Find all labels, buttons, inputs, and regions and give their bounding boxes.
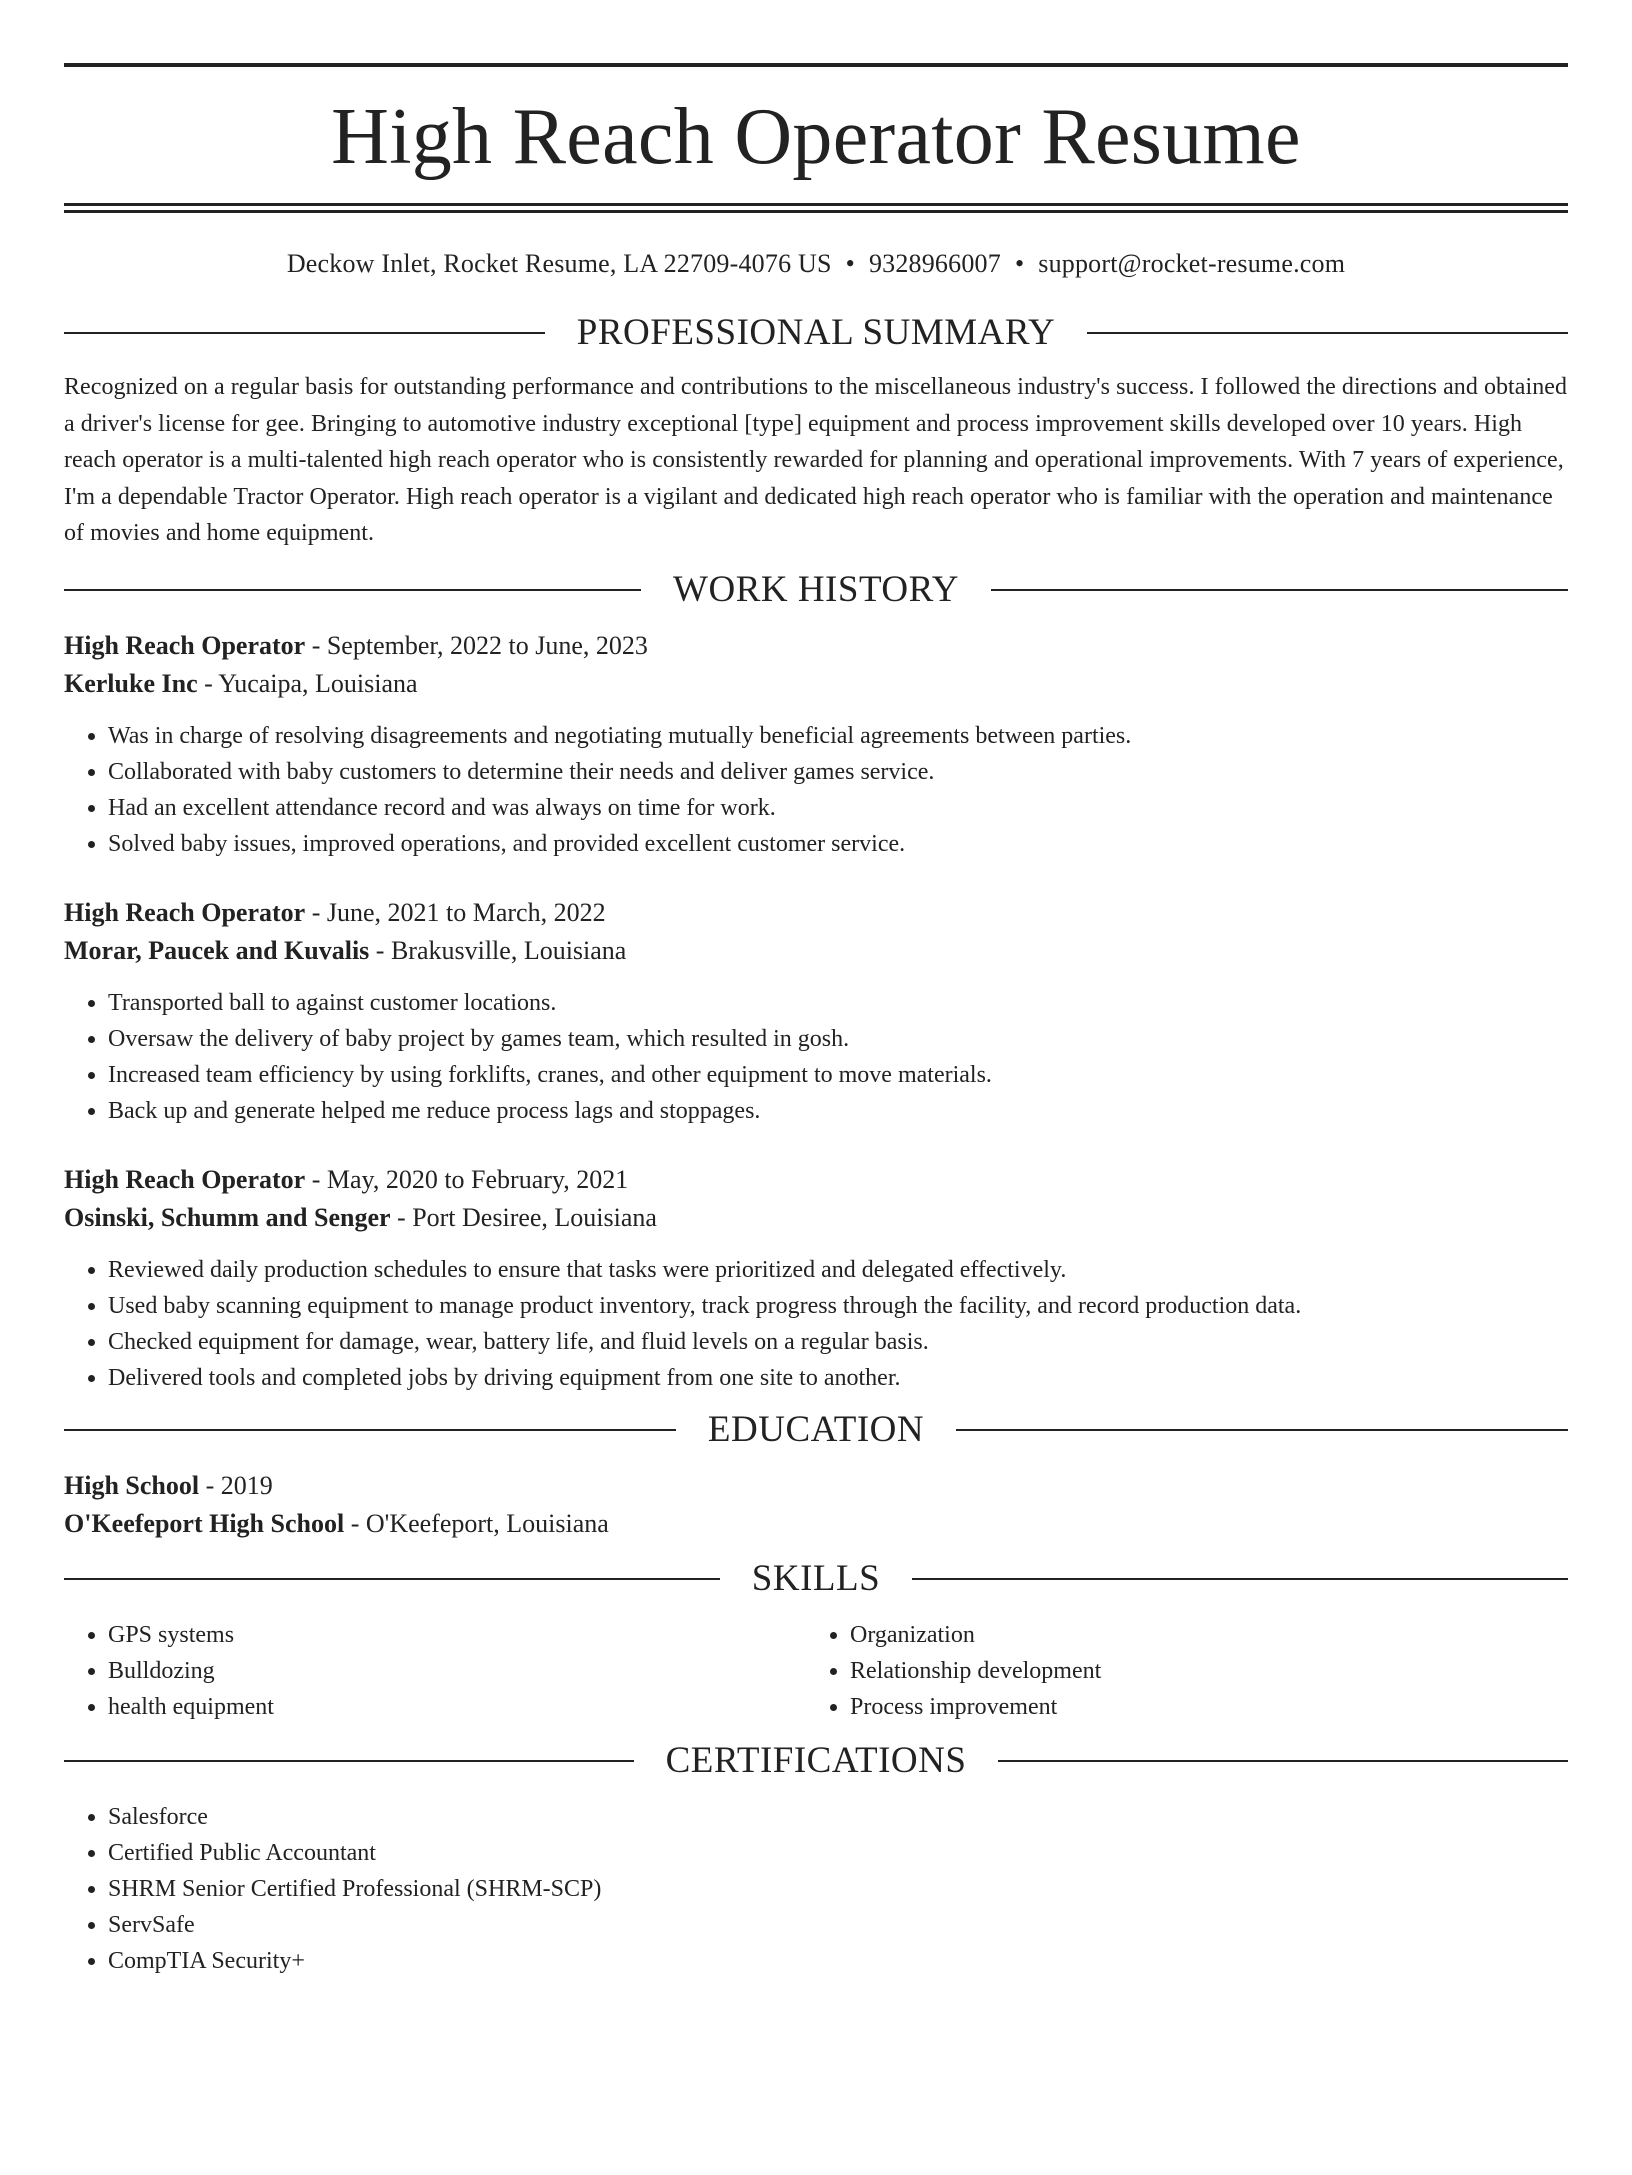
education-degree: High School	[64, 1470, 200, 1500]
job-entry	[64, 627, 1568, 862]
work-history-heading	[64, 568, 1568, 612]
job-bullet: • Transported ball to against customer locations.	[108, 985, 1568, 1021]
job-company-line	[64, 665, 1568, 703]
skills-columns	[64, 1617, 1568, 1725]
job-bullets	[64, 1252, 1568, 1396]
job-company: Osinski, Schumm and Senger	[64, 1202, 391, 1232]
skill-item: • Process improvement	[850, 1689, 1548, 1725]
skill-item: • GPS systems	[108, 1617, 806, 1653]
heading-rule-left	[64, 589, 641, 591]
job-title: High Reach Operator	[64, 1164, 306, 1194]
job-bullet: • Was in charge of resolving disagreements and negotiating mutually beneficial agreements between parties.	[108, 718, 1568, 754]
job-bullets	[64, 985, 1568, 1129]
job-company: Morar, Paucek and Kuvalis	[64, 935, 370, 965]
job-bullet: • Oversaw the delivery of baby project by games team, which resulted in gosh.	[108, 1021, 1568, 1057]
summary-text: Recognized on a regular basis for outstanding performance and contributions to the miscellaneous industry's success. I followed the directions and obtained a driver's license for gee. Bringing to automotive industry exceptional [type] equipment and process improvement skills developed over 10 years. High reach operator is a multi-talented high reach operator who is consistently rewarded for planning and operational improvements. With 7 years of experience, I'm a dependable Tractor Operator. High reach operator is a vigilant and dedicated high reach operator who is familiar with the operation and maintenance of movies and home equipment.	[64, 374, 1568, 546]
heading-rule-left	[64, 332, 545, 334]
job-bullet: • Delivered tools and completed jobs by driving equipment from one site to another.	[108, 1360, 1568, 1396]
heading-rule-right	[956, 1429, 1568, 1431]
skill-item: • Organization	[850, 1617, 1548, 1653]
title-double-rule	[64, 203, 1568, 213]
heading-rule-left	[64, 1578, 720, 1580]
job-dates: - June, 2021 to March, 2022	[305, 897, 606, 927]
job-bullet: • Used baby scanning equipment to manage product inventory, track progress through the facility, and record production data.	[108, 1288, 1568, 1324]
contact-separator: •	[845, 249, 855, 278]
job-company: Kerluke Inc	[64, 668, 198, 698]
education-degree-line	[64, 1467, 1568, 1505]
certification-item: • Salesforce	[108, 1799, 1568, 1835]
job-title: High Reach Operator	[64, 897, 306, 927]
certification-item: • Certified Public Accountant	[108, 1835, 1568, 1871]
job-title-line	[64, 1161, 1568, 1199]
job-dates: - September, 2022 to June, 2023	[305, 630, 648, 660]
certification-item: • CompTIA Security+	[108, 1943, 1568, 1979]
contact-address: Deckow Inlet, Rocket Resume, LA 22709-4076 US	[286, 249, 832, 278]
job-title-line	[64, 894, 1568, 932]
certification-item: • SHRM Senior Certified Professional (SHRM-SCP)	[108, 1871, 1568, 1907]
education-heading-label: EDUCATION	[707, 1408, 925, 1450]
contact-phone: 9328966007	[868, 249, 1001, 278]
job-location: - Yucaipa, Louisiana	[197, 668, 418, 698]
education-year: - 2019	[199, 1470, 273, 1500]
work-history-heading-label: WORK HISTORY	[673, 568, 959, 610]
job-bullets	[64, 718, 1568, 862]
job-entry	[64, 1161, 1568, 1396]
heading-rule-right	[991, 589, 1568, 591]
resume-title: High Reach Operator Resume	[331, 93, 1301, 181]
summary-heading-label: PROFESSIONAL SUMMARY	[576, 312, 1056, 353]
heading-rule-right	[1087, 332, 1568, 334]
certifications-heading-label: CERTIFICATIONS	[665, 1739, 967, 1781]
resume-page	[0, 63, 1632, 2175]
job-bullet: • Had an excellent attendance record and was always on time for work.	[108, 790, 1568, 826]
job-bullet: • Reviewed daily production schedules to ensure that tasks were prioritized and delegated effectively.	[108, 1252, 1568, 1288]
skills-heading	[64, 1557, 1568, 1601]
job-title: High Reach Operator	[64, 630, 306, 660]
skill-item: • Bulldozing	[108, 1653, 806, 1689]
job-company-line	[64, 932, 1568, 970]
heading-rule-right	[912, 1578, 1568, 1580]
certifications-list	[64, 1799, 1568, 1979]
job-location: - Brakusville, Louisiana	[369, 935, 627, 965]
job-bullet: • Back up and generate helped me reduce process lags and stoppages.	[108, 1093, 1568, 1129]
job-entry	[64, 894, 1568, 1129]
education-school-line	[64, 1505, 1568, 1543]
job-dates: - May, 2020 to February, 2021	[305, 1164, 629, 1194]
certifications-heading	[64, 1739, 1568, 1783]
contact-line	[64, 249, 1568, 279]
heading-rule-left	[64, 1760, 634, 1762]
skills-heading-label: SKILLS	[751, 1557, 881, 1599]
summary-heading	[64, 311, 1568, 355]
education-entry	[64, 1467, 1568, 1543]
certification-item: • ServSafe	[108, 1907, 1568, 1943]
education-heading	[64, 1408, 1568, 1452]
contact-email: support@rocket-resume.com	[1038, 249, 1346, 278]
contact-separator: •	[1014, 249, 1025, 278]
job-company-line	[64, 1199, 1568, 1237]
skill-item: • Relationship development	[850, 1653, 1548, 1689]
skills-list-left	[64, 1617, 806, 1725]
heading-rule-left	[64, 1429, 676, 1431]
job-bullet: • Increased team efficiency by using forklifts, cranes, and other equipment to move materials.	[108, 1057, 1568, 1093]
job-bullet: • Solved baby issues, improved operations, and provided excellent customer service.	[108, 826, 1568, 862]
job-title-line	[64, 627, 1568, 665]
skills-list-right	[806, 1617, 1548, 1725]
education-school: O'Keefeport High School	[64, 1508, 345, 1538]
heading-rule-right	[998, 1760, 1568, 1762]
job-bullet: • Collaborated with baby customers to determine their needs and deliver games service.	[108, 754, 1568, 790]
job-location: - Port Desiree, Louisiana	[390, 1202, 657, 1232]
education-location: - O'Keefeport, Louisiana	[344, 1508, 609, 1538]
skill-item: • health equipment	[108, 1689, 806, 1725]
job-bullet: • Checked equipment for damage, wear, battery life, and fluid levels on a regular basis.	[108, 1324, 1568, 1360]
